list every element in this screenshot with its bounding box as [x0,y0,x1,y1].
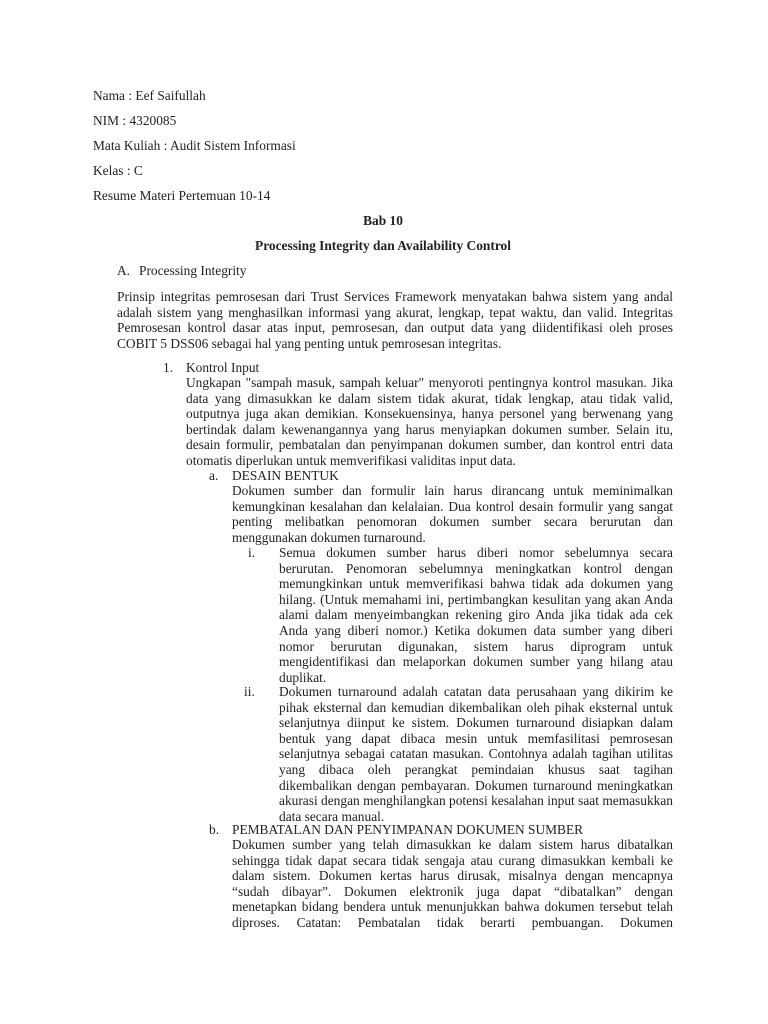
item-i-marker: i. [248,545,256,560]
item-b-paragraph: Dokumen sumber yang telah dimasukkan ke dalam sistem harus dibatalkan sehingga tidak dapat secara tidak sengaja atau curang dimasukkan kembali ke dalam sistem. Dokumen kertas harus dirusak, misalnya dengan mencapnya “sudah dibayar”. Dokumen elektronik juga dapat “dibatalkan” dengan menetapkan bidang bendera untuk menunjukkan bahwa dokumen tersebut telah diproses. Catatan: Pembatalan tidak berarti pembuangan. Dokumen [232,837,673,930]
item-i-paragraph: Semua dokumen sumber harus diberi nomor sebelumnya secara berurutan. Penomoran sebelumnya meningkatkan kontrol dengan memungkinkan untuk memverifikasi bahwa tidak ada dokumen yang hilang. (Untuk memahami ini, pertimbangkan kesulitan yang akan Anda alami dalam menyeimbangkan rekening giro Anda jika tidak ada cek Anda yang diberi nomor.) Ketika dokumen data sumber yang diberi nomor berurutan digunakan, sistem harus diprogram untuk mengidentifikasi dan melaporkan dokumen sumber yang hilang atau duplikat. [279,545,673,685]
course-name: Mata Kuliah : Audit Sistem Informasi [93,138,296,153]
student-name: Nama : Eef Saifullah [93,88,206,103]
chapter-title: Processing Integrity dan Availability Control [255,238,511,253]
item-a-title: DESAIN BENTUK [232,468,339,483]
item-a-marker: a. [209,468,219,483]
item-b-title: PEMBATALAN DAN PENYIMPANAN DOKUMEN SUMBER [232,822,584,837]
section-a-title: Processing Integrity [139,263,247,278]
student-nim: NIM : 4320085 [93,113,177,128]
item-1-title: Kontrol Input [186,360,260,375]
item-ii-marker: ii. [244,684,255,699]
resume-title: Resume Materi Pertemuan 10-14 [93,188,271,203]
section-a-marker: A. [117,263,131,278]
item-a-paragraph: Dokumen sumber dan formulir lain harus dirancang untuk meminimalkan kemungkinan kesalahan dan kelalaian. Dua kontrol desain formulir yang sangat penting melibatkan penomoran dokumen sumber secara berurutan dan menggunakan dokumen turnaround. [232,483,673,545]
section-a-paragraph: Prinsip integritas pemrosesan dari Trust Services Framework menyatakan bahwa sistem yang andal adalah sistem yang menghasilkan informasi yang akurat, lengkap, tepat waktu, dan valid. Integritas Pemrosesan kontrol dasar atas input, pemrosesan, dan output data yang diidentifikasi oleh proses COBIT 5 DSS06 sebagai hal yang penting untuk pemrosesan integritas. [117,289,673,351]
item-1-marker: 1. [163,360,174,375]
class-label: Kelas : C [93,163,143,178]
chapter-label: Bab 10 [363,213,403,228]
item-1-paragraph: Ungkapan "sampah masuk, sampah keluar" menyoroti pentingnya kontrol masukan. Jika data yang dimasukkan ke dalam sistem tidak akurat, tidak lengkap, atau tidak valid, outputnya juga akan demikian. Konsekuensinya, hanya personel yang berwenang yang bertindak dalam kewenangannya yang harus menyiapkan dokumen sumber. Selain itu, desain formulir, pembatalan dan penyimpanan dokumen sumber, dan kontrol entri data otomatis diperlukan untuk memverifikasi validitas input data. [186,375,673,468]
item-ii-paragraph: Dokumen turnaround adalah catatan data perusahaan yang dikirim ke pihak eksternal dan kemudian dikembalikan oleh pihak eksternal untuk selanjutnya diinput ke sistem. Dokumen turnaround disiapkan dalam bentuk yang dapat dibaca mesin untuk memfasilitasi pemrosesan selanjutnya sebagai catatan masukan. Contohnya adalah tagihan utilitas yang dibaca oleh perangkat pemindaian khusus saat tagihan dikembalikan dengan pembayaran. Dokumen turnaround meningkatkan akurasi dengan menghilangkan potensi kesalahan input saat memasukkan data secara manual. [279,684,673,824]
item-b-marker: b. [209,822,220,837]
